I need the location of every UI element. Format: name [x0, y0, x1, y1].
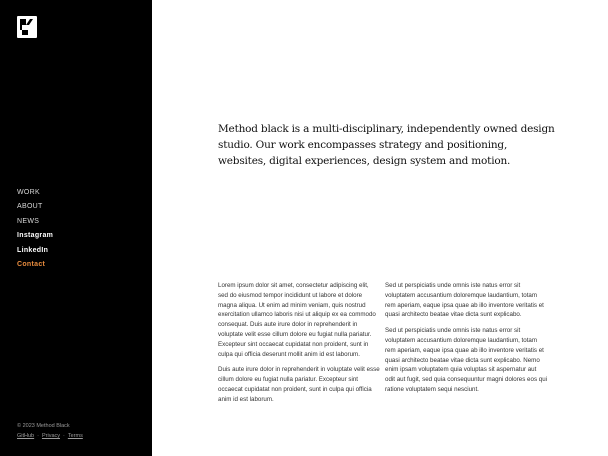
body-paragraph: Sed ut perspiciatis unde omnis iste natus error sit voluptatem accusantium doloremque laudantium, totam rem aperiam, eaque ipsa quae ab illo inventore veritatis et quasi architecto beatae vitae dicta sunt explicabo. [385, 282, 544, 319]
intro-headline: Method black is a multi-disciplinary, independently owned design studio. Our work encompasses strategy and positioning, websites, digital experiences, design system and motion. [218, 123, 555, 167]
body-paragraph: Duis aute irure dolor in reprehenderit in voluptate velit esse cillum dolore eu fugiat nulla pariatur. Excepteur sint occaecat cupidatat non proident, sunt in culpa qui officia anim id est laborum. [218, 366, 380, 403]
copyright-text: © 2023 Method Black [17, 423, 70, 429]
nav-item-instagram[interactable]: Instagram [17, 232, 54, 240]
sidebar [0, 0, 152, 456]
body-paragraph: Sed ut perspiciatis unde omnis iste natus error sit voluptatem accusantium doloremque laudantium, totam rem aperiam, eaque ipsa quae ab illo inventore veritatis et quasi architecto beatae vitae dicta sunt explicabo. Nemo enim ipsam voluptatem quia voluptas sit aspernatur aut odit aut fugit, sed quia consequuntur magni dolores eos qui ratione voluptatem sequi nesciunt. [385, 327, 548, 393]
nav-item-work[interactable]: WORK [17, 189, 40, 196]
nav-item-linkedin[interactable]: LinkedIn [17, 246, 49, 254]
footer-link-terms[interactable]: Terms [67, 433, 83, 439]
text-column-left [218, 281, 380, 411]
footer-links [17, 431, 83, 441]
main-nav [17, 186, 53, 272]
footer-separator: · [37, 433, 39, 439]
footer-separator: · [63, 433, 65, 439]
footer-link-privacy[interactable]: Privacy [41, 433, 60, 439]
method-black-logo-icon[interactable] [17, 16, 37, 38]
sidebar-footer [17, 421, 83, 441]
nav-item-contact[interactable]: Contact [17, 261, 46, 269]
nav-item-about[interactable]: ABOUT [17, 203, 43, 211]
footer-link-github[interactable]: GitHub [17, 433, 35, 439]
nav-item-news[interactable]: NEWS [17, 217, 40, 225]
body-paragraph: Lorem ipsum dolor sit amet, consectetur adipiscing elit, sed do eiusmod tempor incididunt ut labore et dolore magna aliqua. Ut enim ad minim veniam, quis nostrud exercitation ullamco laboris nisi ut aliquip ex ea commodo consequat. Duis aute irure dolor in reprehenderit in voluptate velit esse cillum dolore eu fugiat nulla pariatur. Excepteur sint occaecat cupidatat non proident, sunt in culpa qui officia deserunt mollit anim id est laborum. [218, 282, 376, 358]
text-column-right [385, 281, 547, 401]
